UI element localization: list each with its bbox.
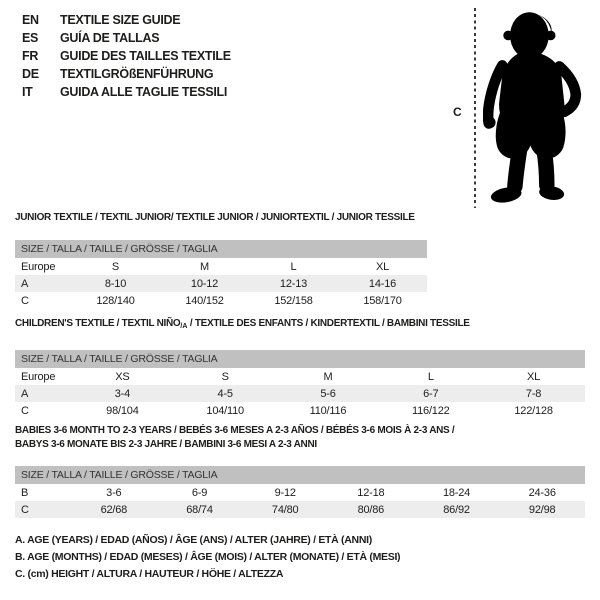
table-row bbox=[15, 402, 585, 419]
language-row bbox=[22, 11, 231, 29]
row-label: C bbox=[21, 503, 29, 516]
table-cell: L bbox=[290, 260, 297, 273]
table-cell: 62/68 bbox=[100, 503, 128, 516]
table-cell: 10-12 bbox=[190, 277, 219, 290]
language-label: TEXTILE SIZE GUIDE bbox=[60, 13, 181, 27]
table-cell: 116/122 bbox=[412, 404, 450, 417]
table-cell: 6-7 bbox=[423, 387, 439, 400]
table-cell: 98/104 bbox=[106, 404, 139, 417]
table-cell: XL bbox=[375, 260, 390, 273]
table-row bbox=[15, 292, 427, 309]
table-cell: 74/80 bbox=[271, 503, 299, 516]
table-cell: 110/116 bbox=[309, 404, 347, 417]
table-cell: 3-6 bbox=[106, 486, 122, 499]
language-code: DE bbox=[22, 67, 39, 81]
table-cell: 8-10 bbox=[104, 277, 127, 290]
size-header-bar: SIZE / TALLA / TAILLE / GRÖSSE / TAGLIA bbox=[15, 350, 585, 368]
language-code: ES bbox=[22, 31, 39, 45]
title-subscript: /A bbox=[180, 323, 188, 330]
language-row bbox=[22, 29, 231, 47]
table-cell: 18-24 bbox=[442, 486, 471, 499]
row-label: A bbox=[21, 277, 29, 290]
row-label: C bbox=[21, 294, 29, 307]
height-measure-label: C bbox=[453, 105, 462, 119]
section-title bbox=[15, 318, 585, 333]
table-cell: 128/140 bbox=[96, 294, 135, 307]
table-cell: 12-13 bbox=[279, 277, 308, 290]
table-cell: 104/110 bbox=[206, 404, 244, 417]
table-cell: 140/152 bbox=[185, 294, 224, 307]
table-cell: XL bbox=[527, 370, 541, 383]
section-junior-textile bbox=[15, 212, 427, 309]
baby-silhouette-icon bbox=[483, 4, 599, 210]
section-title: JUNIOR TEXTILE / TEXTIL JUNIOR/ TEXTILE JUNIOR / JUNIORTEXTIL / JUNIOR TESSILE bbox=[15, 212, 415, 223]
row-label: C bbox=[21, 404, 29, 417]
row-label: A bbox=[21, 387, 29, 400]
table-row bbox=[15, 385, 585, 402]
size-header-bar: SIZE / TALLA / TAILLE / GRÖSSE / TAGLIA bbox=[15, 240, 427, 258]
language-row bbox=[22, 83, 231, 101]
table-cell: 86/92 bbox=[443, 503, 470, 516]
language-label: TEXTILGRÖßENFÜHRUNG bbox=[60, 67, 214, 81]
table-cell: 9-12 bbox=[274, 486, 296, 499]
section-title: BABYS 3-6 MONATE BIS 2-3 JAHRE / BAMBINI 3-6 MESI A 2-3 ANNI bbox=[15, 438, 317, 450]
table-row bbox=[15, 368, 585, 385]
table-cell: 12-18 bbox=[357, 486, 385, 499]
row-label: B bbox=[21, 486, 29, 499]
table-cell: 158/170 bbox=[363, 294, 402, 307]
table-cell: S bbox=[111, 260, 120, 273]
legend-note: A. AGE (YEARS) / EDAD (AÑOS) / ÂGE (ANS) / ALTER (JAHRE) / ETÀ (ANNI) bbox=[15, 534, 372, 546]
height-measure-dashed-line bbox=[474, 8, 476, 208]
table-cell: 68/74 bbox=[186, 503, 213, 516]
table-cell: 122/128 bbox=[514, 404, 553, 417]
table-cell: 7-8 bbox=[525, 387, 542, 400]
language-row bbox=[22, 65, 231, 83]
table-cell: 4-5 bbox=[217, 387, 233, 400]
language-label: GUÍA DE TALLAS bbox=[60, 31, 160, 45]
table-cell: S bbox=[221, 370, 229, 383]
legend-note: B. AGE (MONTHS) / EDAD (MESES) / ÂGE (MOIS) / ALTER (MONATE) / ETÀ (MESI) bbox=[15, 551, 401, 563]
language-code: FR bbox=[22, 49, 39, 63]
section-title: BABIES 3-6 MONTH TO 2-3 YEARS / BEBÉS 3-6 MESES A 2-3 AÑOS / BÉBÉS 3-6 MOIS À 2-3 ANS / bbox=[15, 425, 455, 436]
table-row bbox=[15, 258, 427, 275]
table-cell: 80/86 bbox=[357, 503, 385, 516]
title-text: CHILDREN'S TEXTILE / TEXTIL NIÑO bbox=[15, 318, 181, 329]
section-childrens-textile bbox=[15, 318, 585, 419]
row-label: Europe bbox=[21, 370, 56, 383]
table-cell: XS bbox=[115, 370, 130, 383]
language-row bbox=[22, 47, 231, 65]
language-label: GUIDE DES TAILLES TEXTILE bbox=[60, 49, 231, 63]
size-table bbox=[15, 368, 585, 419]
table-row bbox=[15, 501, 585, 518]
table-cell: 152/158 bbox=[274, 294, 313, 307]
language-label: GUIDA ALLE TAGLIE TESSILI bbox=[60, 85, 228, 99]
baby-shorts bbox=[496, 107, 566, 159]
table-cell: 6-9 bbox=[191, 486, 208, 499]
title-text: / TEXTILE DES ENFANTS / KINDERTEXTIL / BAMBINI TESSILE bbox=[187, 318, 470, 329]
language-list bbox=[22, 11, 231, 101]
table-cell: 5-6 bbox=[320, 387, 336, 400]
row-label: Europe bbox=[21, 260, 56, 273]
legend-note: C. (cm) HEIGHT / ALTURA / HAUTEUR / HÖHE / ALTEZZA bbox=[15, 568, 284, 580]
table-cell: L bbox=[427, 370, 434, 383]
language-code: EN bbox=[22, 13, 39, 27]
size-table bbox=[15, 484, 585, 518]
table-cell: 14-16 bbox=[368, 277, 397, 290]
table-cell: 92/98 bbox=[528, 503, 556, 516]
table-cell: M bbox=[323, 370, 333, 383]
language-code: IT bbox=[22, 85, 33, 99]
table-row bbox=[15, 484, 585, 501]
size-header-bar: SIZE / TALLA / TAILLE / GRÖSSE / TAGLIA bbox=[15, 466, 585, 484]
table-cell: 24-36 bbox=[528, 486, 556, 499]
size-table bbox=[15, 258, 427, 309]
table-row bbox=[15, 275, 427, 292]
table-cell: M bbox=[200, 260, 209, 273]
section-babies-textile bbox=[15, 424, 585, 518]
legend-notes bbox=[15, 532, 400, 583]
table-cell: 3-4 bbox=[114, 387, 131, 400]
